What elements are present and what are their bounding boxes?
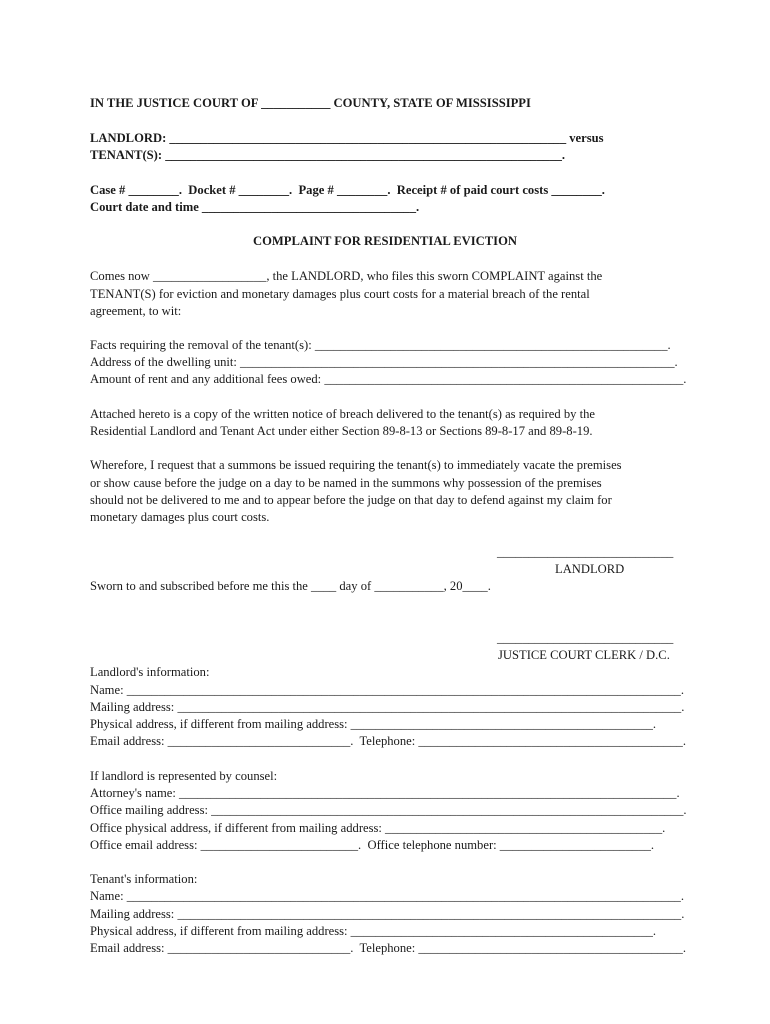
tenant-email-phone-field: Email address: _____________________________. Telephone: __________________________________________. — [90, 941, 687, 955]
case-numbers-line: Case # ________. Docket # ________. Page # ________. Receipt # of paid court costs ________. — [90, 183, 605, 197]
dwelling-address-field: Address of the dwelling unit: _____________________________________________________________________. — [90, 355, 678, 369]
attached-paragraph-line: Residential Landlord and Tenant Act under either Section 89-8-13 or Sections 89-8-17 and 89-8-19. — [90, 424, 593, 438]
office-email-phone-field: Office email address: _________________________. Office telephone number: ________________________. — [90, 838, 655, 852]
landlord-mailing-field: Mailing address: ________________________________________________________________________________. — [90, 700, 685, 714]
wherefore-paragraph-line: Wherefore, I request that a summons be issued requiring the tenant(s) to immediately vacate the premises — [90, 458, 622, 472]
sworn-statement: Sworn to and subscribed before me this the ____ day of ___________, 20____. — [90, 579, 491, 593]
intro-line: TENANT(S) for eviction and monetary damages plus court costs for a material breach of the rental — [90, 287, 590, 301]
tenant-name-field: Name: ________________________________________________________________________________________. — [90, 889, 684, 903]
office-physical-field: Office physical address, if different from mailing address: ____________________________________________. — [90, 821, 666, 835]
landlord-info-heading: Landlord's information: — [90, 665, 210, 679]
tenant-physical-field: Physical address, if different from mailing address: ________________________________________________. — [90, 924, 657, 938]
rent-owed-field: Amount of rent and any additional fees owed: _________________________________________________________. — [90, 372, 687, 386]
landlord-signature-label: LANDLORD — [555, 562, 625, 576]
tenant-info-heading: Tenant's information: — [90, 872, 198, 886]
attached-paragraph-line: Attached hereto is a copy of the written notice of breach delivered to the tenant(s) as required by the — [90, 407, 595, 421]
wherefore-paragraph-line: should not be delivered to me and to appear before the judge on that day to defend against my claim for — [90, 493, 612, 507]
intro-line: Comes now __________________, the LANDLORD, who files this sworn COMPLAINT against the — [90, 269, 603, 283]
landlord-email-phone-field: Email address: _____________________________. Telephone: __________________________________________. — [90, 734, 687, 748]
clerk-signature-label: JUSTICE COURT CLERK / D.C. — [498, 648, 670, 662]
court-heading: IN THE JUSTICE COURT OF ___________ COUNTY, STATE OF MISSISSIPPI — [90, 96, 531, 110]
wherefore-paragraph-line: or show cause before the judge on a day to be named in the summons why possession of the premises — [90, 476, 602, 490]
office-mailing-field: Office mailing address: ___________________________________________________________________________. — [90, 803, 687, 817]
document-title: COMPLAINT FOR RESIDENTIAL EVICTION — [253, 234, 517, 248]
counsel-info-heading: If landlord is represented by counsel: — [90, 769, 278, 783]
clerk-signature-line: ____________________________ — [497, 631, 674, 645]
tenant-field: TENANT(S): _______________________________________________________________. — [90, 148, 566, 162]
court-date-field: Court date and time __________________________________. — [90, 200, 420, 214]
landlord-field: LANDLORD: _______________________________________________________________ versus — [90, 131, 604, 145]
facts-field: Facts requiring the removal of the tenant(s): ________________________________________________________. — [90, 338, 671, 352]
intro-line: agreement, to wit: — [90, 304, 182, 318]
landlord-signature-line: ____________________________ — [497, 545, 674, 559]
landlord-physical-field: Physical address, if different from mailing address: ________________________________________________. — [90, 717, 657, 731]
wherefore-paragraph-line: monetary damages plus court costs. — [90, 510, 270, 524]
attorney-name-field: Attorney's name: _______________________________________________________________________________. — [90, 786, 680, 800]
landlord-name-field: Name: ________________________________________________________________________________________. — [90, 683, 684, 697]
tenant-mailing-field: Mailing address: ________________________________________________________________________________. — [90, 907, 685, 921]
